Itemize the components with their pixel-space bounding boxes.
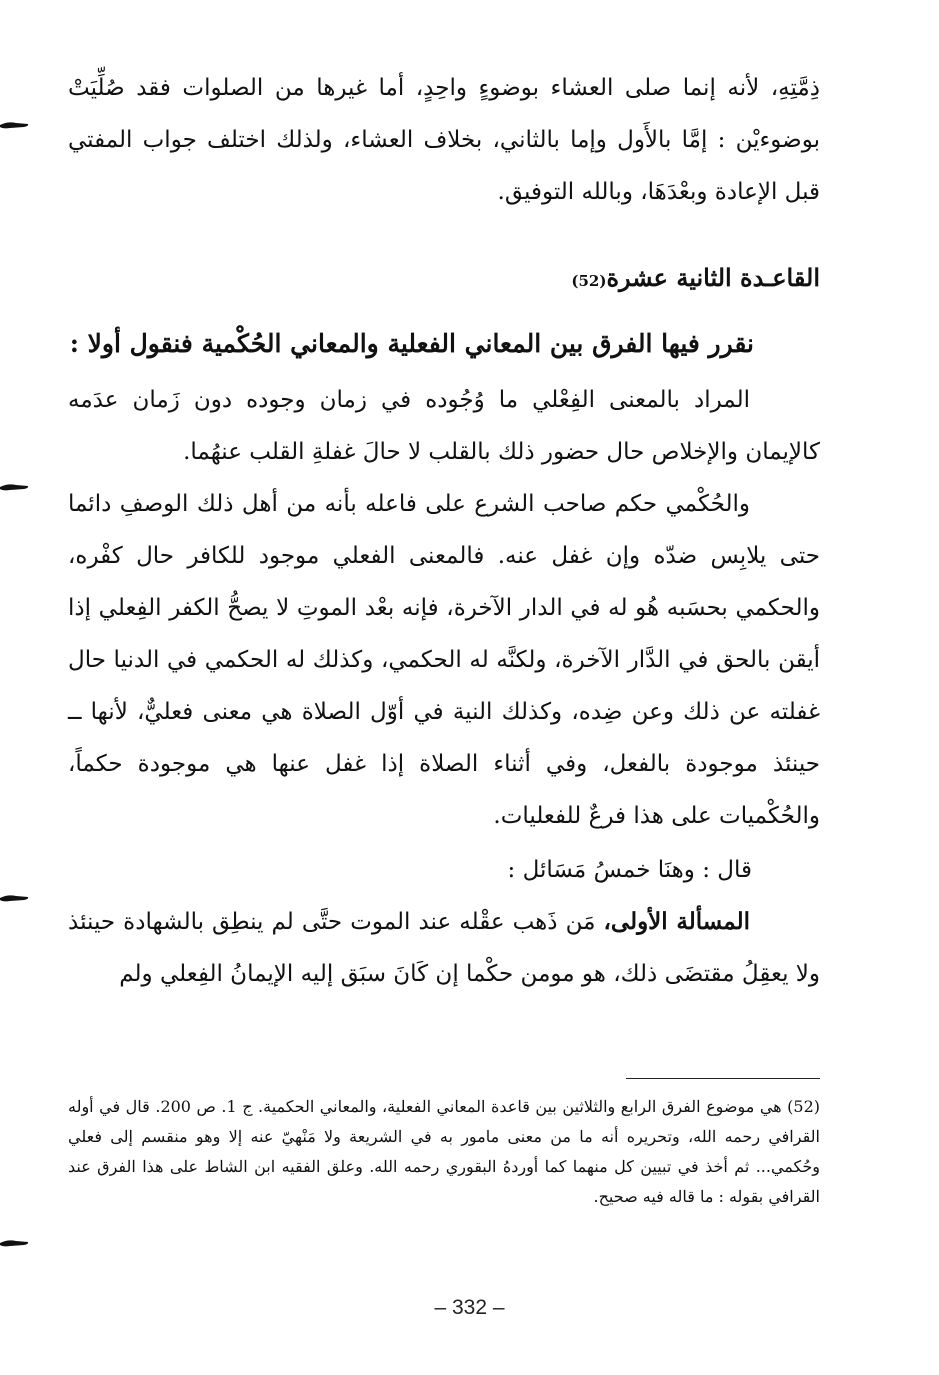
rule-intro-heading: نقرر فيها الفرق بين المعاني الفعلية والمعاني الحُكْمية فنقول أولا : — [69, 329, 754, 358]
paragraph-first-issue — [68, 896, 820, 1000]
first-issue-label: المسألة الأولى، — [603, 908, 750, 935]
issues-intro: قال : وهنَا خمسُ مَسَائل : — [507, 857, 752, 883]
footnote-52: (52) هي موضوع الفرق الرابع والثلاثين بين قاعدة المعاني الفعلية، والمعاني الحكمية. ج 1. ص 200. قال في أوله القرافي رحمه الله، وتحريره أنه ما من معنى مامور به في الشريعة ولا مَنْهيّ عنه إلا وهو منقسم إلى فعلي وحُكمي... ثم أخذ في تبيين كل منهما كما أوردهُ البقوري رحمه الله. وعلق الفقيه ابن الشاط على هذا الفرق عند القرافي بقوله : ما قاله فيه صحيح. — [68, 1097, 821, 1206]
rule-heading — [68, 252, 820, 307]
binding-mark — [0, 893, 30, 903]
paragraph-definition-judicial: والحُكْمي حكم صاحب الشرع على فاعله بأنه من أهل ذلك الوصفِ دائما حتى يلابِس ضدّه وإن غفل عنه. فالمعنى الفعلي موجود للكافر حال كفْره، والحكمي بحسَبه هُو له في الدار الآخرة، فإنه بعْد الموتِ لا يصحُّ الكفر الفِعلي إذا أيقن بالحق في الدَّار الآخرة، ولكنَّه له الحكمي، وكذلك له الحكمي في الدنيا حال غفلته عن ذلك وعن ضِده، وكذلك النية في أوّل الصلاة هي معنى فعليٌّ، لأنها ــ حينئذ موجودة بالفعل، وفي أثناء الصلاة إذا غفل عنها هي موجودة حكماً، والحُكْميات على هذا فرعٌ للفعليات. — [68, 491, 820, 829]
first-issue-text: مَن ذَهب عقْله عند الموت حتَّى لم ينطِق بالشهادة حينئذ ولا يعقِلُ مقتضَى ذلك، هو مومن حكْما إن كَانَ سبَق إليه الإيمانُ الفِعلي ولم — [68, 909, 820, 987]
paragraph-definition-actual: المراد بالمعنى الفِعْلي ما وُجُوده في زمان وجوده دون زَمان عدَمه كالإيمان والإخلاص حال حضور ذلك بالقلب لا حالَ غفلةِ القلب عنهُما. — [68, 387, 820, 465]
binding-mark — [0, 1238, 30, 1248]
footnote-divider — [626, 1078, 820, 1079]
rule-heading-text: القاعـدة الثانية عشرة — [606, 263, 820, 292]
footnote-reference: (52) — [571, 272, 607, 290]
binding-mark — [0, 120, 30, 130]
page-number: – 332 – — [434, 1296, 505, 1319]
paragraph-continuation: ذِمَّتِهِ، لأنه إنما صلى العشاء بوضوءٍ واحِدٍ، أما غيرها من الصلوات فقد صُلِّيَتْ بوضوءيْن : إمَّا بالأَول وإما بالثاني، بخلاف العشاء، ولذلك اختلف جواب المفتي قبل الإعادة وبعْدَهَا، وبالله التوفيق. — [68, 75, 820, 205]
binding-mark — [0, 482, 30, 492]
